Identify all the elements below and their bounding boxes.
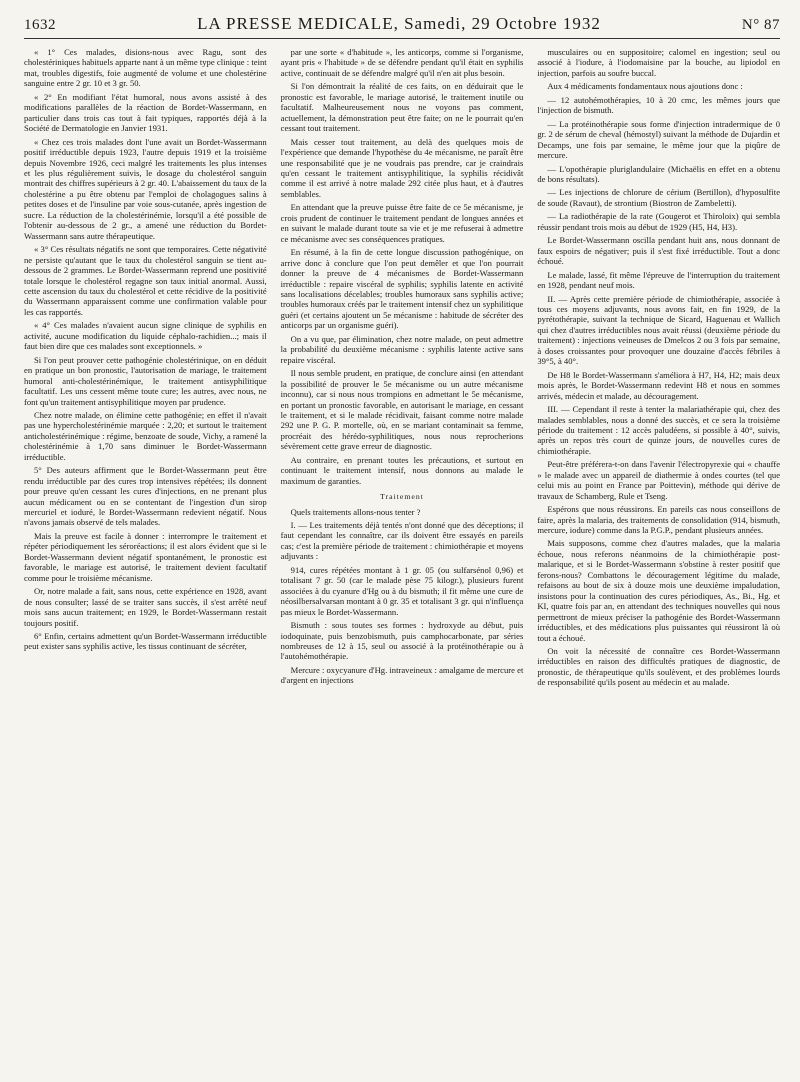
paragraph: En attendant que la preuve puisse être faite de ce 5e mécanisme, je crois prudent de continuer le traitement pendant de longues années et en suivant le malade durant toute sa vie et je me refuserai à admettre ce mécanisme avec ses conséquences pratiques. <box>280 202 524 244</box>
paragraph: Il nous semble prudent, en pratique, de conclure ainsi (en attendant la possibilité de prouver le 5e mécanisme ou un autre mécanisme inconnu), car si nous nous trompions en admettant le 5e mécanisme, en portant un pronostic favorable, en autorisant le mariage, en cessant le traitement, et si le malade récidivait, faisant comme notre malade 292 une P. G. P. mortelle, où, en se mariant contaminait sa femme, procréait des hérédo-syphilitiques, nous nous reprocherions sévèrement cette grave erreur de diagnostic. <box>280 368 524 452</box>
issue-number: N° 87 <box>741 17 780 33</box>
column-left <box>24 47 267 691</box>
paragraph: Mais supposons, comme chez d'autres malades, que la malaria échoue, nous referons néanmoins de la chimiothérapie post-malarique, et si le Bordet-Wassermann s'obstine à rester positif que ferons-nous? Combattons le découragement légitime du malade, refaisons au bout de six à douze mois une deuxième impaludation, insistons pour la continuation des cures périodiques, As., Bi., Hg. et KI, quatre fois par an, en attendant des techniques nouvelles qui nous permettront de mieux préciser la pathogénie des Bordet-Wassermann irréductibles, et des médications plus puissantes qui réussiront là où tout a échoué. <box>537 538 781 643</box>
paragraph: — Les injections de chlorure de cérium (Bertillon), d'hyposulfite de soude (Ravaut), de strontium (Biostron de Zambeletti). <box>537 187 781 208</box>
paragraph: — 12 autohémothérapies, 10 à 20 cmc, les mêmes jours que l'injection de bismuth. <box>537 94 781 116</box>
page-number: 1632 <box>24 17 56 33</box>
section-heading: Traitement <box>380 492 424 502</box>
paragraph: Le malade, lassé, fit même l'épreuve de l'interruption du traitement en 1928, pendant neuf mois. <box>537 269 781 291</box>
paragraph: 6° Enfin, certains admettent qu'un Bordet-Wassermann irréductible peut exister sans syphilis active, les tissus continuant de sécréter, <box>24 631 267 652</box>
paragraph: « 1° Ces malades, disions-nous avec Ragu, sont des cholestériniques habituels apparte nant à un même type clinique : teint mat, troubles digestifs, foie augmenté de volume et une cholestérine sanguine entre 2 gr. 10 et 3 gr. 50. <box>24 47 267 89</box>
paragraph: Si l'on peut prouver cette pathogénie cholestérinique, on en déduit en pratique un bon pronostic, l'autorisation de mariage, le traitement humoral anti-cholestérinémique, le traitement antisyphilitique facultatif. Les uns cessent même toute cure; les autres, avec nous, ne font qu'un traitement antisyphilitique moyen par prudence. <box>24 354 267 407</box>
paragraph: « 3° Ces résultats négatifs ne sont que temporaires. Cette négativité ne persiste qu'autant que le taux du cholestérol sanguin se tient au-dessous de 2 grammes. Le Bordet-Wassermann reprend une positivité totale lorsque le cholestérol regagne son taux initial anormal. Aussi, cette ascension du taux du cholestérol et cette récidive de la positivité du Wassermann apparaissent comme une confirmation valable pour les cas rapportés. <box>24 244 267 317</box>
paragraph: III. — Cependant il reste à tenter la malariathérapie qui, chez des malades semblables, nous a donné des succès, et ce sera la troisième période du traitement : 12 accès paludéens, si possible à 40°, suivis, après un repos très court de quinze jours, de nouvelles cures de chimiothérapie. <box>537 404 781 456</box>
paragraph: 914, cures répétées montant à 1 gr. 05 (ou sulfarsénol 0,96) et totalisant 7 gr. 50 (car le malade pèse 75 kilogr.), plusieurs furent associées à du cyanure d'Hg ou à du bismuth; il fit même une cure de néosilbersalvarsan montant à 0 gr. 35 et totalisant 3 gr. qui n'influença pas mieux le Bordet-Wassermann. <box>280 564 524 617</box>
paragraph: « Chez ces trois malades dont l'une avait un Bordet-Wassermann positif irréductible depuis 1923, l'autre depuis 1919 et la troisième depuis Novembre 1926, ceci malgré les traitements les plus intenses et les plus régulièrement suivis, le dosage du cholestérol sanguin montrait des chiffres supérieurs à 2 gr. 40. L'abaissement du taux de la cholestérine a pu être obtenu par l'emploi de cholagogues salins à petites doses et de l'insuline par voie sous-cutanée, après ingestion de sucre. La réduction de la cholestérinémie, lorsqu'il a été possible de l'obtenir au-dessous de 2 gr., a amené une réduction du Bordet-Wassermann sans autre thérapeutique. <box>24 136 267 241</box>
paragraph: Au contraire, en prenant toutes les précautions, et surtout en continuant le traitement intensif, nous donnons au malade le maximum de garanties. <box>280 454 524 486</box>
paragraph: par une sorte « d'habitude », les anticorps, comme si l'organisme, ayant pris « l'habitude » de se défendre pendant qu'il était en syphilis active, continuait de se défendre malgré qu'il n'en ait plus besoin. <box>280 47 524 78</box>
paragraph: Mais la preuve est facile à donner : interrompre le traitement et répéter périodiquement les séroréactions; il est alors évident que si le Bordet-Wassermann devient négatif spontanément, le pronostic est favorable, le mariage est autorisé, le traitement devient facultatif comme pour le troisième mécanisme. <box>24 530 267 583</box>
paragraph: Si l'on démontrait la réalité de ces faits, on en déduirait que le pronostic est favorable, le mariage autorisé, le traitement inutile ou facultatif. Malheureusement nous ne voyons pas comment, actuellement, la démonstration peut être faite; on ne le pourrait qu'en cessant tout traitement. <box>280 81 524 134</box>
paragraph: — La radiothérapie de la rate (Gougerot et Thiroloix) qui sembla réussir pendant trois mois au début de 1929 (H5, H4, H3). <box>537 211 781 232</box>
paragraph: Quels traitements allons-nous tenter ? <box>290 506 421 517</box>
journal-title: LA PRESSE MEDICALE, Samedi, 29 Octobre 1932 <box>197 14 601 33</box>
paragraph: Bismuth : sous toutes ses formes : hydroxyde au début, puis iodoquinate, puis benzobismuth, puis camphocarbonate, par séries nombreuses de 12 à 15, seul ou associé à la protéinothérapie ou à l'autohémothérapie. <box>280 620 524 662</box>
paragraph: Espérons que nous réussirons. En pareils cas nous conseillons de faire, après la malaria, des traitements de consolidation (914, bismuth, mercure, iodure) comme dans la P.G.P., pendant plusieurs années. <box>537 504 781 536</box>
paragraph: Mercure : oxycyanure d'Hg. intraveineux : amalgame de mercure et d'argent en injections <box>280 664 524 686</box>
paragraph: On voit la nécessité de connaître ces Bordet-Wassermann irréductibles en raison des difficultés pratiques de diagnostic, de pronostic, de thérapeutique qu'ils soulèvent, et des problèmes lourds de responsabilité qu'ils posent au médecin et au malade. <box>537 646 781 688</box>
page-header <box>24 14 780 39</box>
paragraph: Mais cesser tout traitement, au delà des quelques mois de l'expérience que demande l'hypothèse du 4e mécanisme, ne paraît être une responsabilité que je ne voudrais pas prendre, car je craindrais qu'en cessant le traitement antisyphilitique, la syphilis récidivât comme il est arrivé à notre malade 292 citée plus haut, et à d'autres semblables. <box>280 136 524 199</box>
article-columns <box>24 47 780 691</box>
paragraph: Le Bordet-Wassermann oscilla pendant huit ans, nous donnant de faux espoirs de négativer; puis il s'est fixé irréductible. Tout a donc échoué. <box>537 235 781 267</box>
paragraph: Peut-être préférera-t-on dans l'avenir l'électropyrexie qui « chauffe » le malade avec un appareil de diathermie à ondes courtes (tel que celui mis au point en France par Poittevin), méthode qui dérive de travaux de Schamberg, Rule et Tseng. <box>537 459 781 501</box>
paragraph: Aux 4 médicaments fondamentaux nous ajoutions donc : <box>547 81 743 92</box>
paragraph: — La protéinothérapie sous forme d'injection intradermique de 0 gr. 2 de sérum de cheval (hémostyl) suivant la méthode de Dujardin et Decamps, une fois par semaine, le même jour que la piqûre de mercure. <box>537 118 781 161</box>
issue-date: Samedi, 29 Octobre 1932 <box>404 14 601 33</box>
paragraph: musculaires ou en suppositoire; calomel en ingestion; seul ou associé à l'iodure, à l'iodomaisine par la bouche, au lipiodol en injection, parfois au soufre buccal. <box>537 47 781 78</box>
journal-name: LA PRESSE MEDICALE <box>197 14 394 33</box>
paragraph: On a vu que, par élimination, chez notre malade, on peut admettre la probabilité du deuxième mécanisme : syphilis latente active sans repaire viscéral. <box>280 333 524 365</box>
column-middle <box>281 47 524 691</box>
paragraph: Or, notre malade a fait, sans nous, cette expérience en 1928, avant de nous consulter; lassé de se traiter sans succès, il s'est arrêté neuf mois sans aucun traitement; en 1929, le Bordet-Wassermann restait toujours positif. <box>24 586 267 628</box>
paragraph: En résumé, à la fin de cette longue discussion pathogénique, on arrive donc à conclure que l'on peut demêler et que l'on pourrait donner la preuve de 4 mécanismes de Bordet-Wassermann irréductible : repaire viscéral de syphilis; syphilis latente en activité sans localisations décelables; troubles humoraux sans syphilis active; troubles humoraux créés par le traitement intensif chez un syphilitique guéri (et certains ajoutent un 5e mécanisme : habitude de sécréter des anticorps par un organisme guéri). <box>280 247 524 331</box>
paragraph: « 4° Ces malades n'avaient aucun signe clinique de syphilis en activité, aucune modification du liquide céphalo-rachidien...; mais il faut bien dire que ces malades sont exceptionnels. » <box>24 320 267 352</box>
paragraph: « 2° En modifiant l'état humoral, nous avons assisté à des modifications parallèles de la réaction de Bordet-Wassermann, en particulier dans trois cas tout à fait typiques, rapportés déjà à la Société de Dermatologie en Janvier 1931. <box>24 91 267 134</box>
paragraph: II. — Après cette première période de chimiothérapie, associée à tous ces moyens adjuvants, nous avons fait, en fin 1929, de la pyrétothérapie, suivant la technique de Sicard, Haguenau et Wallich qui chez d'autres irréductibles nous avait réussi (deuxième période du traitement) : injections veineuses de Dmelcos 2 ou 3 fois par semaine, à doses croissantes pour provoquer une douzaine d'accès fébriles à 39°5, à 40°. <box>537 293 781 367</box>
paragraph: 5° Des auteurs affirment que le Bordet-Wassermann peut être rendu irréductible par des cures trop intensives répétées; ils donnent pour preuve qu'en cessant les cures d'injections, en ne prenant plus aucun médicament ou en se contentant de l'ingestion d'un sirop mercuriel et ioduré, le Bordet-Wassermann redevient négatif. Nous n'avons jamais observé de tels malades. <box>24 465 267 528</box>
paragraph: I. — Les traitements déjà tentés n'ont donné que des déceptions; il faut cependant les connaître, car ils doivent être essayés en pareils cas; c'est la première période de traitement : chimiothérapie et moyens adjuvants : <box>280 520 524 562</box>
paragraph: De H8 le Bordet-Wassermann s'améliora à H7, H4, H2; mais deux mois après, le Bordet-Wassermann redevint H8 et nous en sommes arrivés, médecin et malade, au découragement. <box>537 369 781 401</box>
paragraph: Chez notre malade, on élimine cette pathogénie; en effet il n'avait pas une hypercholestérinémie marquée : 2,20; et surtout le traitement anticholestérinémique : régime, benzoate de soude, Vichy, a ramené la cholestérinémie à 1,70 sans diminuer le Bordet-Wassermann irréductible. <box>24 409 267 462</box>
paragraph: — L'opothérapie pluriglandulaire (Michaëlis en effet en a obtenu de bons résultats). <box>537 163 781 184</box>
column-right <box>537 47 780 691</box>
